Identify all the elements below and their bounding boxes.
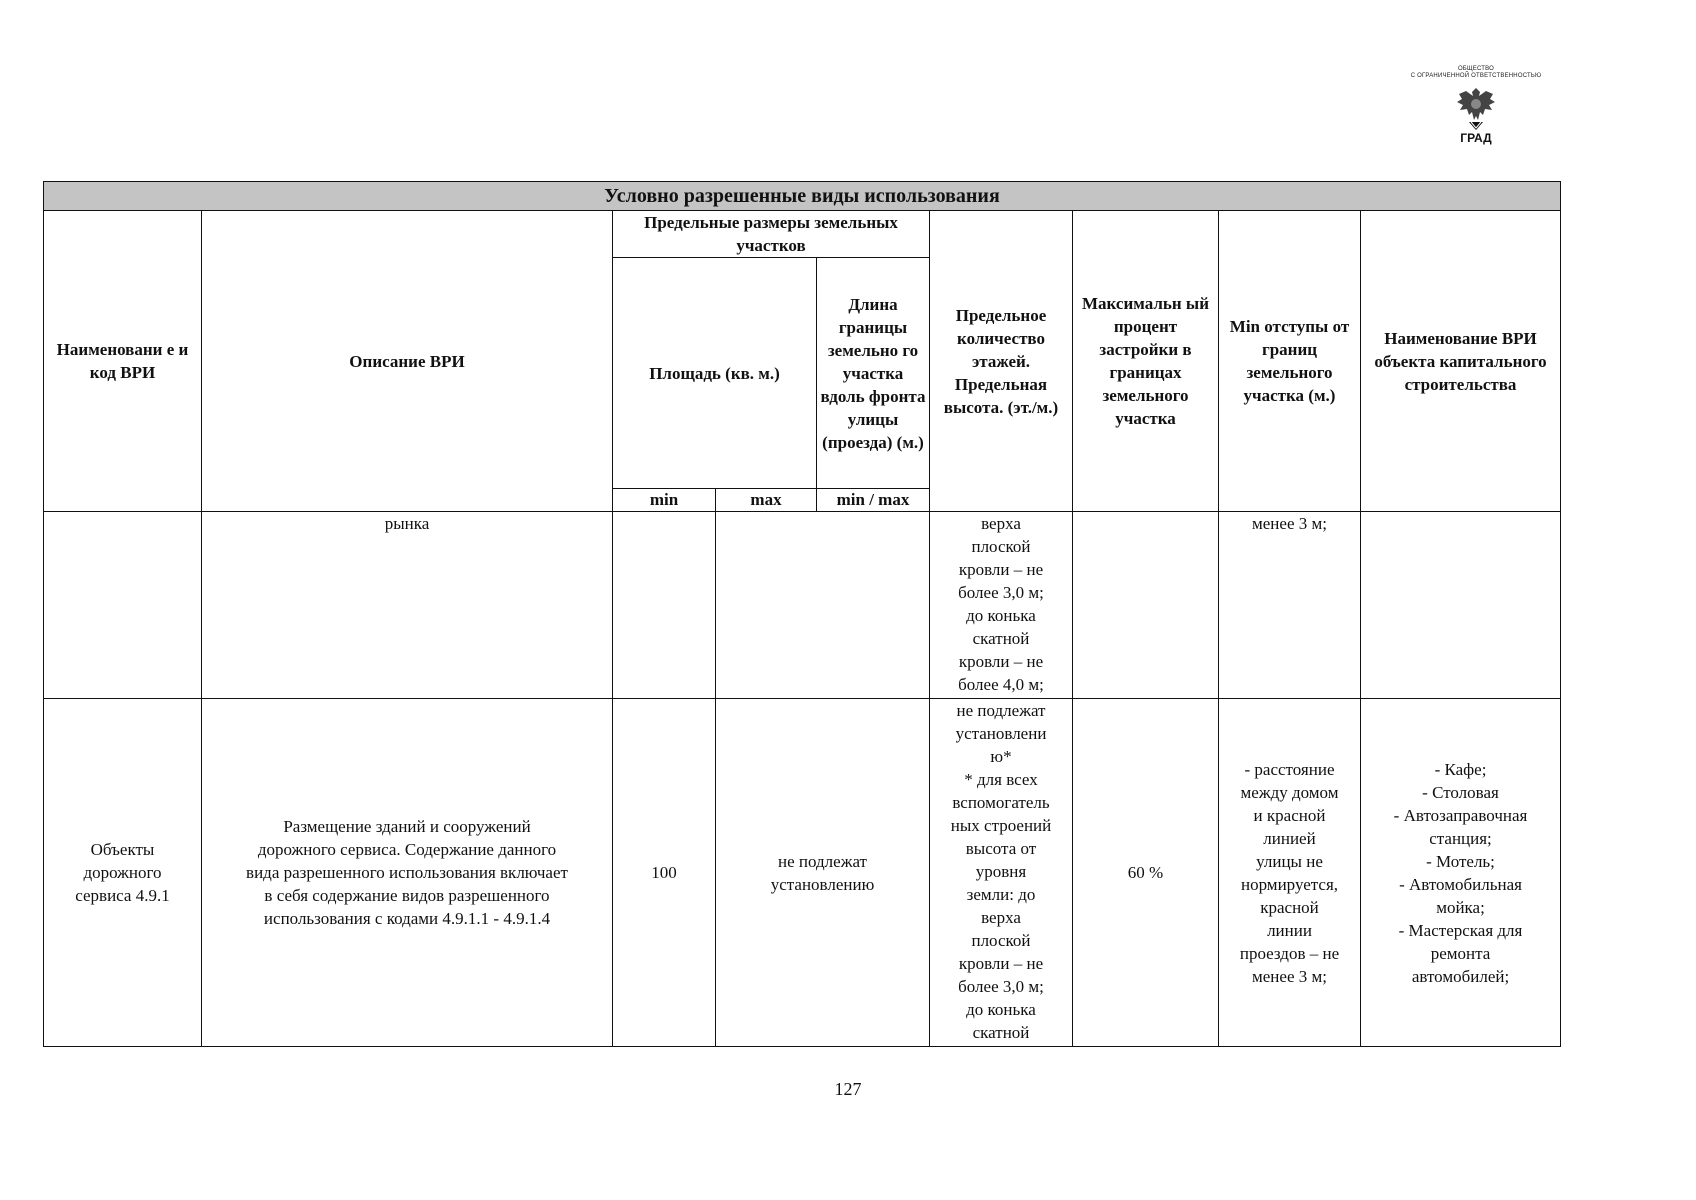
header-max-coverage: Максимальн ый процент застройки в границах земельного участка <box>1073 211 1219 512</box>
logo-name: ГРАД <box>1460 131 1492 145</box>
permitted-use-table <box>43 181 1561 1047</box>
header-limit-sizes: Предельные размеры земельных участков <box>613 211 930 258</box>
cell-description: Размещение зданий и сооружений дорожного сервиса. Содержание данного вида разрешенного использования включает в себя содержание видов разрешенного использования с кодами 4.9.1.1 - 4.9.1.4 <box>202 699 613 1047</box>
logo-org-line1: ОБЩЕСТВО <box>1457 66 1495 72</box>
cell-name: Объекты дорожного сервиса 4.9.1 <box>44 699 202 1047</box>
header-border-length: Длина границы земельно го участка вдоль фронта улицы (проезда) (м.) <box>817 258 930 489</box>
cell-setback: менее 3 м; <box>1219 512 1361 699</box>
cell-area-min: 100 <box>613 699 716 1047</box>
cell-name <box>44 512 202 699</box>
header-name-code: Наименовани е и код ВРИ <box>44 211 202 512</box>
cell-area-max: не подлежат установлению <box>716 699 930 1047</box>
company-logo <box>1396 66 1556 156</box>
cell-setback: - расстояние между домом и красной линией улицы не нормируется, красной линии проездов – не менее 3 м; <box>1219 699 1361 1047</box>
cell-description: рынка <box>202 512 613 699</box>
cell-height: верха плоской кровли – не более 3,0 м; до конька скатной кровли – не более 4,0 м; <box>930 512 1073 699</box>
header-max: max <box>716 489 817 512</box>
page-number: 127 <box>834 1079 862 1099</box>
cell-height: не подлежат установлени ю* * для всех вспомогатель ных строений высота от уровня земли: до верха плоской кровли – не более 3,0 м; до конька скатной <box>930 699 1073 1047</box>
cell-objects <box>1361 512 1561 699</box>
header-min: min <box>613 489 716 512</box>
eagle-emblem-icon <box>1451 82 1501 132</box>
header-min-setback: Min отступы от границ земельного участка (м.) <box>1219 211 1361 512</box>
header-capital-object: Наименование ВРИ объекта капитального строительства <box>1361 211 1561 512</box>
cell-coverage <box>1073 512 1219 699</box>
header-min-max: min / max <box>817 489 930 512</box>
header-description: Описание ВРИ <box>202 211 613 512</box>
cell-area-min <box>613 512 716 699</box>
cell-coverage: 60 % <box>1073 699 1219 1047</box>
header-area: Площадь (кв. м.) <box>613 258 817 489</box>
cell-objects: - Кафе; - Столовая - Автозаправочная станция; - Мотель; - Автомобильная мойка; - Мастерская для ремонта автомобилей; <box>1361 699 1561 1047</box>
cell-area-max <box>716 512 930 699</box>
table-title: Условно разрешенные виды использования <box>44 182 1561 211</box>
table-row <box>44 699 1561 1047</box>
logo-org-line2: С ОГРАНИЧЕННОЙ ОТВЕТСТВЕННОСТЬЮ <box>1410 73 1542 79</box>
table-row <box>44 512 1561 699</box>
header-floors-height: Предельное количество этажей. Предельная высота. (эт./м.) <box>930 211 1073 512</box>
